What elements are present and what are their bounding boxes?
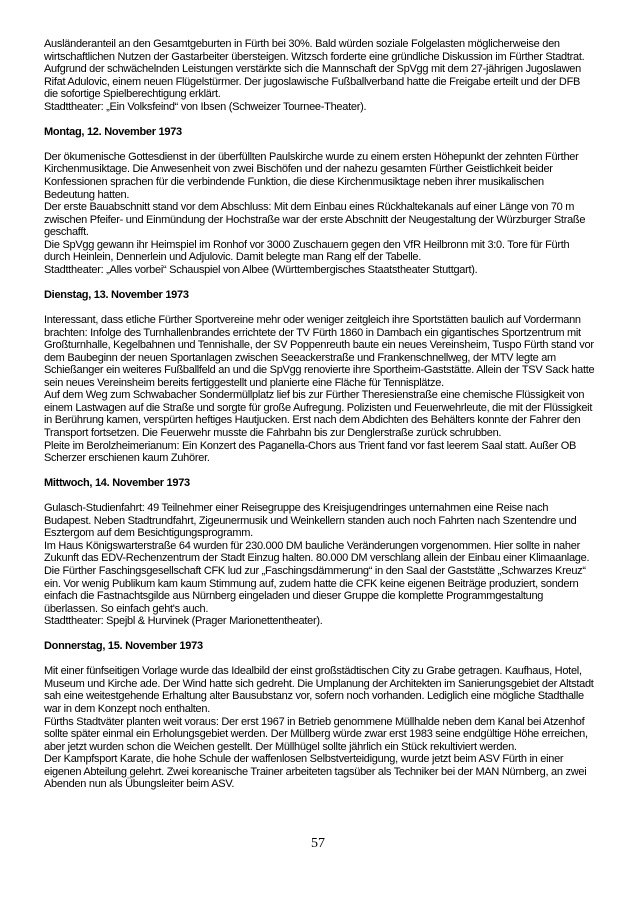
paragraph: Pleite im Berolzheimerianum: Ein Konzert des Paganella-Chors aus Trient fand vor fast leerem Saal statt. Außer OB Scherzer erschienen kaum Zuhörer. <box>44 439 577 465</box>
paragraph: Stadttheater: „Alles vorbei“ Schauspiel von Albee (Württembergisches Staatstheater Stuttgart). <box>44 263 478 276</box>
paragraph: Ausländeranteil an den Gesamtgeburten in Fürth bei 30%. Bald würden soziale Folgelasten möglicherweise den wirtschaftlichen Nutzen der Gastarbeiter übersteigen. Witzsch forderte eine gründliche Diskussion im Fürther Stadtrat. <box>44 38 585 63</box>
paragraph: Stadttheater: Spejbl & Hurvinek (Prager Marionettentheater). <box>44 615 323 628</box>
paragraph: Interessant, dass etliche Fürther Sportvereine mehr oder weniger zeitgleich ihre Sportstätten baulich auf Vordermann brachten: Infolge des Turnhallenbrandes errichtete der TV Fürth 1860 in Dambach ein gigantisches Sportzentrum mit Großturnhalle, Kegelbahnen und Tennishalle, der SV Poppenreuth baute ein neues Vereinsheim, Tuspo Fürth stand vor dem Baubeginn der neuen Sportanlagen zwischen Seeackerstraße und Frankenschnellweg, der MTV legte am Schießanger ein weiteres Fußballfeld an und die SpVgg renovierte ihre Sportheim-Gaststätte. Allein der TSV Sack hatte sein neues Vereinsheim bereits fertiggestellt und planierte eine Fläche für Tennisplätze. <box>44 314 595 389</box>
paragraph: Gulasch-Studienfahrt: 49 Teilnehmer einer Reisegruppe des Kreisjugendringes unternahmen eine Reise nach Budapest. Neben Stadtrundfahrt, Zigeunermusik und Weinkellern standen auch noch Fahrten nach Szentendre und Esztergom auf dem Besichtigungsprogramm. <box>44 502 577 540</box>
page-number: 57 <box>311 836 325 851</box>
section-heading-monday: Montag, 12. November 1973 <box>44 125 182 138</box>
intro-section <box>44 38 596 113</box>
paragraph: Aufgrund der schwächelnden Leistungen verstärkte sich die Mannschaft der SpVgg mit dem 27-jährigen Jugoslawen Rifat Adulovic, einem neuen Flügelstürmer. Der jugoslawische Fußballverband hatte die Freigabe erteilt und der DFB die sofortige Spielberechtigung erklärt. <box>44 63 581 101</box>
section-tuesday <box>44 314 596 465</box>
section-wednesday <box>44 502 596 627</box>
paragraph: Fürths Stadtväter planten weit voraus: Der erst 1967 in Betrieb genommene Müllhalde neben dem Kanal bei Atzenhof sollte später einmal ein Erholungsgebiet werden. Der Müllberg würde zwar erst 1983 seine endgültige Höhe erreichen, aber jetzt wurden schon die Weichen gestellt. Der Müllhügel sollte jährlich ein Stück rekultiviert werden. <box>44 715 588 753</box>
paragraph: Stadttheater: „Ein Volksfeind“ von Ibsen (Schweizer Tournee-Theater). <box>44 100 367 113</box>
paragraph: Auf dem Weg zum Schwabacher Sondermüllplatz lief bis zur Fürther Theresienstraße eine chemische Flüssigkeit von einem Lastwagen auf die Straße und sorgte für große Aufregung. Polizisten und Feuerwehrleute, die mit der Flüssigkeit in Berührung kamen, verspürten heftiges Hautjucken. Erst nach dem Abdichten des Behälters konnte der Fahrer den Transport fortsetzen. Die Feuerwehr musste die Fahrbahn bis zur Denglerstraße zurück schrubben. <box>44 389 593 439</box>
section-thursday <box>44 665 596 790</box>
paragraph: Mit einer fünfseitigen Vorlage wurde das Idealbild der einst großstädtischen City zu Grabe getragen. Kaufhaus, Hotel, Museum und Kirche ade. Der Wind hatte sich gedreht. Die Umplanung der Architekten im Sanierungsgebiet der Altstadt sah eine weitestgehende Erhaltung alter Bausubstanz vor, sofern noch vorhanden. Lediglich eine mögliche Stadthalle war in dem Konzept noch enthalten. <box>44 665 594 715</box>
paragraph: Die Fürther Faschingsgesellschaft CFK lud zur „Faschingsdämmerung“ in den Saal der Gaststätte „Schwarzes Kreuz“ ein. Vor wenig Publikum kam kaum Stimmung auf, zudem hatte die CFK keine eigenen Beiträge produziert, sondern einfach die Fastnachtsgilde aus Nürnberg eingeladen und dieser Gruppe die komplette Programmgestaltung überlassen. So einfach geht's auch. <box>44 564 586 615</box>
paragraph: Die SpVgg gewann ihr Heimspiel im Ronhof vor 3000 Zuschauern gegen den VfR Heilbronn mit 3:0. Tore für Fürth durch Heinlein, Dennerlein und Adjulovic. Damit belegte man Rang elf der Tabelle. <box>44 238 570 264</box>
section-heading-thursday: Donnerstag, 15. November 1973 <box>44 640 203 653</box>
paragraph: Im Haus Königswarterstraße 64 wurden für 230.000 DM bauliche Veränderungen vorgenommen. Hier sollte in naher Zukunft das EDV-Rechenzentrum der Stadt Einzug halten. 80.000 DM verschlang allein der Einbau einer Klimaanlage. <box>44 539 590 565</box>
section-heading-wednesday: Mittwoch, 14. November 1973 <box>44 477 190 490</box>
paragraph: Der erste Bauabschnitt stand vor dem Abschluss: Mit dem Einbau eines Rückhaltekanals auf einer Länge von 70 m zwischen Pfeifer- und Einmündung der Hochstraße war der erste Abschnitt der Neugestaltung der Würzburger Straße geschafft. <box>44 201 586 239</box>
paragraph: Der Kampfsport Karate, die hohe Schule der waffenlosen Selbstverteidigung, wurde jetzt beim ASV Fürth in einer eigenen Abteilung gelehrt. Zwei koreanische Trainer arbeiteten tagsüber als Techniker bei der MAN Nürnberg, an zwei Abenden nun als Übungsleiter beim ASV. <box>44 753 587 791</box>
paragraph: Der ökumenische Gottesdienst in der überfüllten Paulskirche wurde zu einem ersten Höhepunkt der zehnten Fürther Kirchenmusiktage. Die Anwesenheit von zwei Bischöfen und der nahezu gesamten Fürther Geistlichkeit beider Konfessionen sprachen für die verbindende Funktion, die diese Kirchenmusiktage neben ihrer musikalischen Bedeutung hatten. <box>44 150 579 201</box>
section-heading-tuesday: Dienstag, 13. November 1973 <box>44 288 189 301</box>
section-monday <box>44 151 596 276</box>
page-content <box>44 38 596 791</box>
